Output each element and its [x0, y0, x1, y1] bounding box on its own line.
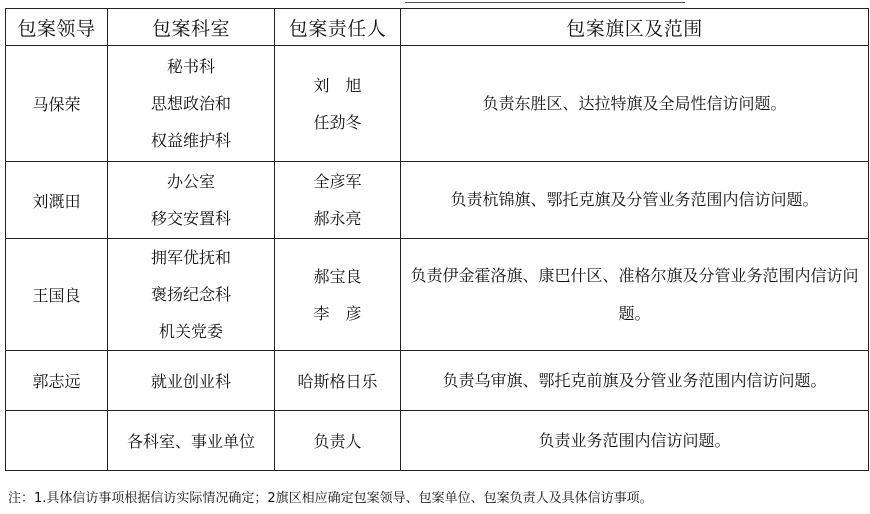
scope-cell: 负责乌审旗、鄂托克前旗及分管业务范围内信访问题。 — [401, 351, 869, 411]
office-name: 思想政治和 — [150, 94, 231, 113]
scope-cell: 负责伊金霍洛旗、康巴什区、准格尔旗及分管业务范围内信访问题。 — [401, 239, 869, 351]
person-name: 郝永亮 — [313, 209, 362, 228]
office-cell: 就业创业科 — [108, 351, 275, 411]
header-row — [6, 9, 869, 46]
person-cell: 哈斯格日乐 — [275, 351, 401, 411]
header-person: 包案责任人 — [275, 9, 401, 46]
person-name: 郝宝良 — [313, 266, 362, 286]
office-cell — [108, 46, 275, 162]
person-cell — [275, 46, 401, 162]
scope-cell: 负责业务范围内信访问题。 — [401, 411, 869, 471]
header-office: 包案科室 — [108, 9, 275, 46]
office-name: 褒扬纪念科 — [150, 285, 231, 304]
office-name: 拥军优抚和 — [150, 248, 231, 267]
table-row — [6, 351, 869, 411]
leader-cell: 郭志远 — [6, 351, 108, 411]
table-row — [6, 162, 869, 239]
office-cell — [108, 239, 275, 351]
leader-cell — [6, 411, 108, 471]
table-row — [6, 239, 869, 351]
person-cell — [275, 239, 401, 351]
office-cell: 各科室、事业单位 — [108, 411, 275, 471]
footnote: 注：1.具体信访事项根据信访实际情况确定；2旗区相应确定包案领导、包案单位、包案负责人及具体信访事项。 — [8, 491, 653, 506]
header-scope: 包案旗区及范围 — [401, 9, 869, 46]
top-rule — [405, 2, 685, 3]
table-row — [6, 411, 869, 471]
person-cell — [275, 162, 401, 239]
header-leader: 包案领导 — [6, 9, 108, 46]
office-cell — [108, 162, 275, 239]
person-name: 李 彦 — [313, 303, 362, 323]
person-name: 任劲冬 — [313, 112, 362, 132]
office-name: 秘书科 — [166, 57, 215, 76]
office-name: 办公室 — [166, 172, 215, 191]
leader-cell: 刘溉田 — [6, 162, 108, 239]
responsibility-table — [5, 8, 869, 471]
leader-cell: 王国良 — [6, 239, 108, 351]
table-row — [6, 46, 869, 162]
scope-cell: 负责杭锦旗、鄂托克旗及分管业务范围内信访问题。 — [401, 162, 869, 239]
person-name: 刘 旭 — [313, 75, 362, 95]
leader-cell: 马保荣 — [6, 46, 108, 162]
person-cell: 负责人 — [275, 411, 401, 471]
office-name: 移交安置科 — [150, 209, 231, 228]
office-name: 权益维护科 — [150, 131, 231, 150]
office-name: 机关党委 — [158, 322, 223, 341]
person-name: 全彦军 — [313, 172, 362, 191]
scope-cell: 负责东胜区、达拉特旗及全局性信访问题。 — [401, 46, 869, 162]
